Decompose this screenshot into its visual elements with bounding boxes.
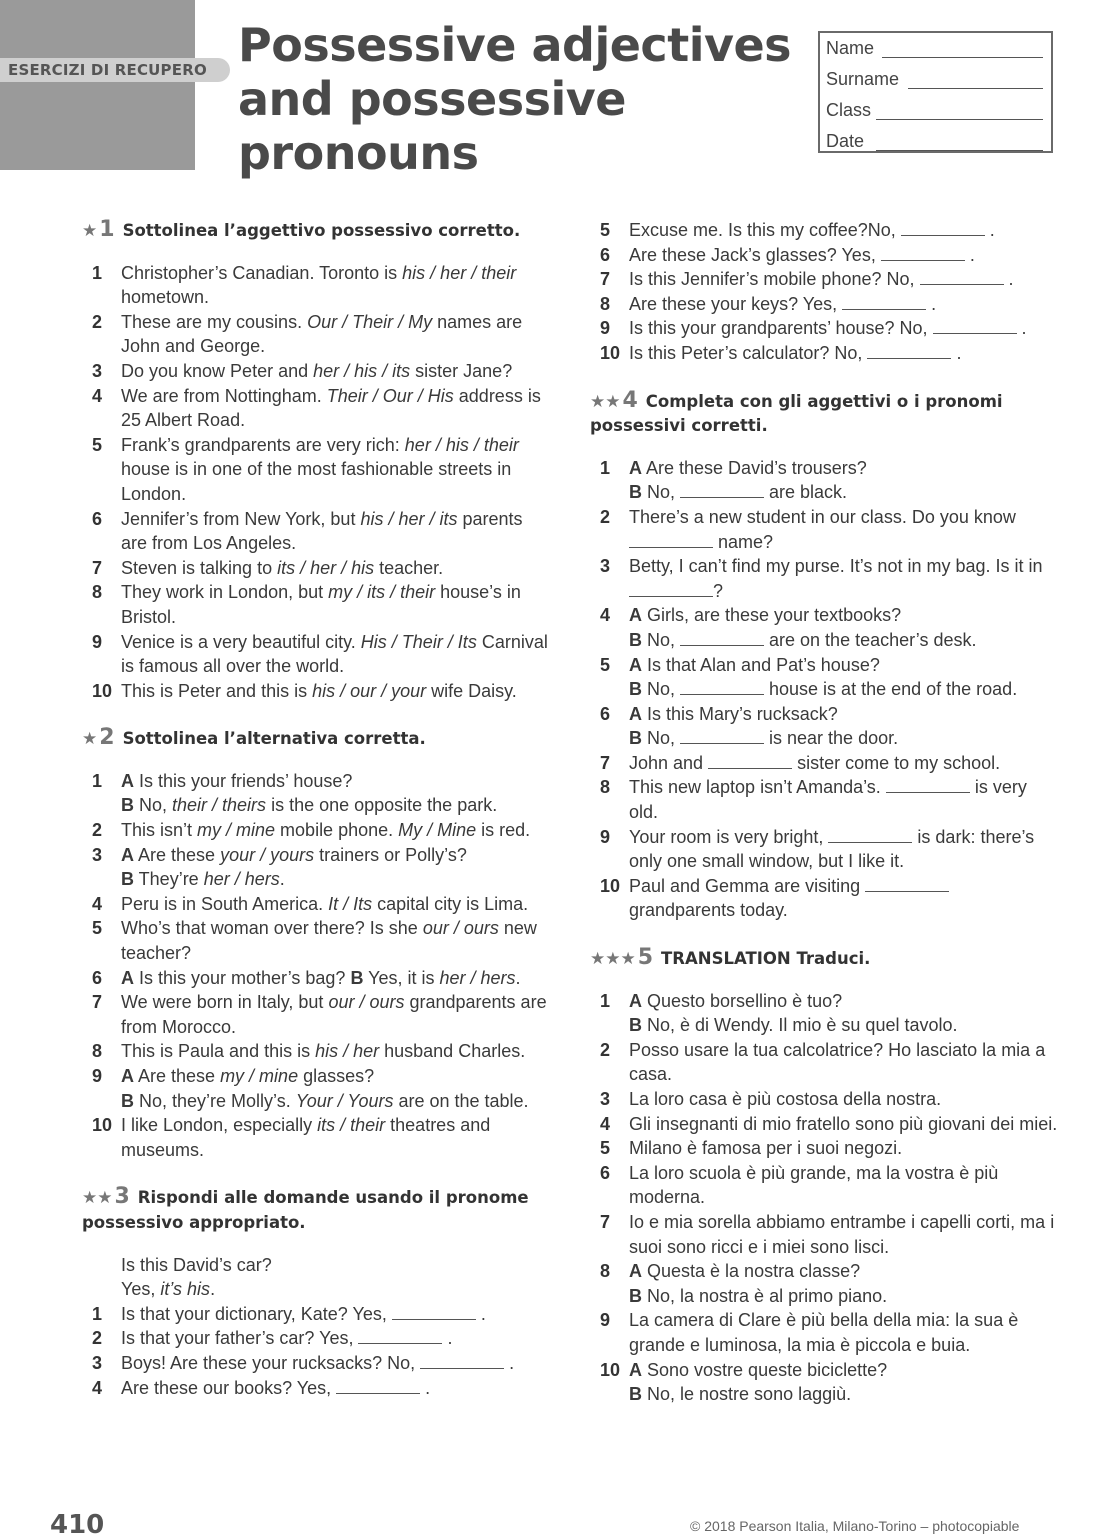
exercise-item bbox=[590, 603, 1060, 652]
exercise-1-heading bbox=[82, 218, 552, 244]
exercise-item bbox=[590, 316, 1060, 341]
exercise-item bbox=[82, 892, 552, 917]
exercise-number: 2 bbox=[99, 725, 115, 751]
answer-blank[interactable] bbox=[920, 270, 1004, 285]
item-number: 4 bbox=[92, 893, 103, 914]
item-number: 2 bbox=[600, 1039, 611, 1060]
exercise-item bbox=[82, 679, 552, 704]
exercise-item bbox=[590, 825, 1060, 874]
item-number: 2 bbox=[600, 506, 611, 527]
item-number: 3 bbox=[600, 556, 611, 577]
answer-blank[interactable] bbox=[865, 877, 949, 892]
exercise-3-list-a bbox=[82, 1302, 552, 1400]
exercise-number: 5 bbox=[637, 945, 654, 971]
exercise-4-heading bbox=[590, 389, 1060, 439]
item-text: La loro casa è più costosa della nostra. bbox=[629, 1089, 942, 1109]
answer-blank[interactable] bbox=[881, 246, 965, 261]
item-number: 9 bbox=[92, 631, 103, 652]
exercise-item bbox=[590, 751, 1060, 776]
exercise-number: 4 bbox=[622, 387, 638, 413]
item-number: 7 bbox=[92, 992, 103, 1013]
exercise-item bbox=[82, 556, 552, 581]
item-text: Are these our books? Yes, . bbox=[121, 1377, 431, 1398]
exercise-1-list bbox=[82, 261, 552, 704]
item-number: 10 bbox=[600, 342, 621, 363]
exercise-instruction: Sottolinea l’alternativa corretta. bbox=[122, 729, 426, 749]
item-text: Is this Jennifer’s mobile phone? No, . bbox=[629, 269, 1014, 290]
exercise-instruction: Sottolinea l’aggettivo possessivo corretto. bbox=[122, 221, 521, 240]
answer-blank[interactable] bbox=[680, 680, 764, 695]
item-text: A Is this your friends’ house? B No, their / theirs is the one opposite the park. bbox=[121, 770, 498, 816]
exercise-item bbox=[590, 341, 1060, 366]
exercise-item bbox=[590, 505, 1060, 554]
exercise-item bbox=[82, 1064, 552, 1113]
item-number: 5 bbox=[92, 434, 103, 455]
exercise-item bbox=[82, 769, 552, 818]
item-text: La camera di Clare è più bella della mia: la sua è grande e luminosa, la mia è piccola e buia. bbox=[629, 1310, 1019, 1355]
item-number: 5 bbox=[600, 654, 611, 675]
item-number: 7 bbox=[600, 1211, 611, 1232]
item-text: John and sister come to my school. bbox=[629, 752, 1001, 773]
item-text: Io e mia sorella abbiamo entrambe i capelli corti, ma i suoi sono ricci e i miei sono lisci. bbox=[629, 1211, 1055, 1257]
item-text: There’s a new student in our class. Do you know name? bbox=[629, 506, 1016, 552]
item-number: 10 bbox=[600, 875, 621, 896]
item-text: We were born in Italy, but our / ours grandparents are from Morocco. bbox=[121, 992, 547, 1037]
difficulty-stars: ★ bbox=[82, 729, 98, 750]
left-column bbox=[82, 218, 552, 1400]
answer-blank[interactable] bbox=[392, 1305, 476, 1320]
exercise-item bbox=[82, 630, 552, 679]
answer-blank[interactable] bbox=[680, 483, 764, 498]
title-line: pronouns bbox=[238, 126, 479, 180]
answer-blank[interactable] bbox=[629, 533, 713, 548]
exercise-item bbox=[82, 1351, 552, 1376]
item-text: Milano è famosa per i suoi negozi. bbox=[629, 1138, 903, 1159]
item-number: 1 bbox=[600, 990, 611, 1011]
item-text: Is this Peter’s calculator? No, . bbox=[629, 342, 962, 363]
answer-blank[interactable] bbox=[842, 295, 926, 310]
item-number: 10 bbox=[92, 680, 113, 701]
item-text: A Is this your mother’s bag? B Yes, it is her / hers. bbox=[121, 967, 521, 988]
item-number: 3 bbox=[600, 1089, 611, 1109]
item-number: 8 bbox=[600, 293, 611, 314]
answer-blank[interactable] bbox=[901, 221, 985, 236]
item-text: This new laptop isn’t Amanda’s. is very old. bbox=[629, 777, 1027, 823]
item-text: Peru is in South America. It / Its capital city is Lima. bbox=[121, 893, 529, 914]
item-text: Excuse me. Is this my coffee?No, . bbox=[629, 220, 995, 240]
exercise-item bbox=[82, 1039, 552, 1064]
answer-blank[interactable] bbox=[886, 778, 970, 793]
item-text: I like London, especially its / their theatres and museums. bbox=[121, 1115, 491, 1160]
exercise-item bbox=[82, 261, 552, 310]
item-number: 7 bbox=[92, 557, 103, 578]
item-number: 6 bbox=[600, 244, 611, 265]
answer-blank[interactable] bbox=[358, 1329, 442, 1344]
item-number: 8 bbox=[92, 1041, 103, 1062]
answer-blank[interactable] bbox=[336, 1379, 420, 1394]
exercise-item bbox=[590, 1136, 1060, 1161]
exercise-item bbox=[82, 990, 552, 1039]
answer-blank[interactable] bbox=[420, 1354, 504, 1369]
item-text: Betty, I can’t find my purse. It’s not in my bag. Is it in ? bbox=[629, 556, 1043, 601]
exercise-5-list bbox=[590, 989, 1060, 1407]
item-number: 1 bbox=[92, 770, 103, 791]
copyright-notice: © 2018 Pearson Italia, Milano-Torino – photocopiable bbox=[690, 1518, 1020, 1534]
exercise-item bbox=[590, 292, 1060, 317]
exercise-item bbox=[82, 916, 552, 965]
difficulty-stars: ★ bbox=[82, 221, 98, 241]
item-text: Frank’s grandparents are very rich: her / his / their house is in one of the most fashionable streets in London. bbox=[121, 434, 519, 504]
item-text: Gli insegnanti di mio fratello sono più giovani dei miei. bbox=[629, 1113, 1058, 1134]
item-text: Boys! Are these your rucksacks? No, . bbox=[121, 1352, 515, 1373]
exercise-item bbox=[590, 243, 1060, 268]
surname-field[interactable]: Surname bbox=[820, 64, 1051, 95]
exercise-item bbox=[590, 267, 1060, 292]
exercise-2-heading bbox=[82, 726, 552, 752]
exercise-item bbox=[82, 580, 552, 629]
item-text: This is Paula and this is his / her husband Charles. bbox=[121, 1041, 526, 1062]
exercise-5-heading bbox=[590, 946, 1060, 972]
item-number: 2 bbox=[92, 311, 103, 332]
item-text: These are my cousins. Our / Their / My names are John and George. bbox=[121, 311, 523, 357]
exercise-instruction: Rispondi alle domande usando il pronome possessivo appropriato. bbox=[82, 1188, 529, 1232]
exercise-item bbox=[82, 1326, 552, 1351]
item-text: This is Peter and this is his / our / your wife Daisy. bbox=[121, 680, 517, 701]
exercise-item bbox=[590, 1358, 1060, 1407]
item-number: 5 bbox=[600, 1138, 611, 1159]
page-number: 410 bbox=[50, 1510, 105, 1540]
exercise-item bbox=[590, 1038, 1060, 1087]
answer-blank[interactable] bbox=[933, 319, 1017, 334]
item-number: 6 bbox=[600, 703, 611, 724]
exercise-item bbox=[82, 384, 552, 433]
item-number: 4 bbox=[92, 1377, 103, 1398]
item-number: 2 bbox=[92, 1328, 103, 1349]
item-text: Venice is a very beautiful city. His / Their / Its Carnival is famous all over the world. bbox=[121, 631, 548, 677]
exercise-item bbox=[590, 456, 1060, 505]
item-number: 6 bbox=[600, 1162, 611, 1183]
difficulty-stars: ★★ bbox=[590, 391, 621, 412]
exercise-item bbox=[82, 966, 552, 991]
exercise-item bbox=[590, 1210, 1060, 1259]
exercise-item bbox=[82, 843, 552, 892]
exercise-item bbox=[590, 554, 1060, 603]
exercise-item bbox=[590, 653, 1060, 702]
exercise-3-heading bbox=[82, 1185, 552, 1235]
exercise-item bbox=[82, 1376, 552, 1401]
item-number: 4 bbox=[600, 605, 611, 626]
exercise-item bbox=[590, 1112, 1060, 1137]
exercise-item bbox=[590, 1087, 1060, 1112]
answer-blank[interactable] bbox=[629, 582, 713, 597]
item-text: Posso usare la tua calcolatrice? Ho lasciato la mia a casa. bbox=[629, 1039, 1046, 1085]
header-corner-block bbox=[0, 0, 195, 170]
exercise-3-example-answer: Yes, it’s his. bbox=[121, 1279, 216, 1300]
item-text: A Questo borsellino è tuo? B No, è di Wendy. Il mio è su quel tavolo. bbox=[629, 990, 958, 1036]
item-number: 5 bbox=[92, 918, 103, 939]
item-text: A Are these my / mine glasses? B No, they’re Molly’s. Your / Yours are on the table. bbox=[121, 1066, 529, 1111]
item-number: 5 bbox=[600, 220, 611, 240]
exercise-item bbox=[590, 775, 1060, 824]
section-tag: ESERCIZI DI RECUPERO bbox=[0, 58, 230, 82]
item-number: 6 bbox=[92, 508, 103, 529]
answer-blank[interactable] bbox=[680, 729, 764, 744]
exercise-2-list bbox=[82, 769, 552, 1163]
exercise-item bbox=[82, 818, 552, 843]
item-text: They work in London, but my / its / their house’s in Bristol. bbox=[121, 582, 521, 627]
item-text: Christopher’s Canadian. Toronto is his / her / their hometown. bbox=[121, 262, 517, 308]
item-text: This isn’t my / mine mobile phone. My / Mine is red. bbox=[121, 820, 531, 841]
item-number: 2 bbox=[92, 820, 103, 841]
answer-blank[interactable] bbox=[708, 754, 792, 769]
exercise-item bbox=[82, 433, 552, 507]
item-number: 1 bbox=[600, 457, 611, 478]
difficulty-stars: ★★ bbox=[82, 1188, 113, 1209]
item-text: La loro scuola è più grande, ma la vostra è più moderna. bbox=[629, 1162, 999, 1208]
exercise-3-example-question: Is this David’s car? bbox=[121, 1254, 272, 1275]
item-number: 10 bbox=[92, 1115, 113, 1136]
item-text: A Sono vostre queste biciclette? B No, le nostre sono laggiù. bbox=[629, 1359, 888, 1405]
answer-blank[interactable] bbox=[680, 631, 764, 646]
student-info-box bbox=[818, 31, 1053, 153]
item-number: 1 bbox=[92, 262, 103, 283]
exercise-item bbox=[590, 989, 1060, 1038]
item-text: Paul and Gemma are visiting grandparents today. bbox=[629, 876, 949, 921]
exercise-item bbox=[82, 310, 552, 359]
exercise-3-list-b bbox=[590, 218, 1060, 366]
item-number: 6 bbox=[92, 967, 103, 988]
item-number: 9 bbox=[600, 318, 611, 339]
name-field[interactable]: Name bbox=[820, 33, 1051, 64]
item-number: 8 bbox=[92, 582, 103, 603]
item-text: A Are these your / yours trainers or Polly’s? B They’re her / hers. bbox=[121, 844, 467, 890]
title-line: Possessive adjectives bbox=[238, 18, 792, 72]
difficulty-stars: ★★★ bbox=[590, 949, 636, 970]
exercise-item bbox=[590, 218, 1060, 243]
item-text: Steven is talking to its / her / his teacher. bbox=[121, 557, 444, 578]
exercise-number: 1 bbox=[99, 217, 115, 242]
item-number: 3 bbox=[92, 360, 103, 381]
item-number: 4 bbox=[92, 385, 103, 406]
exercise-item bbox=[82, 1113, 552, 1162]
exercise-item bbox=[590, 1308, 1060, 1357]
item-number: 10 bbox=[600, 1359, 621, 1380]
exercise-item bbox=[590, 702, 1060, 751]
exercise-4-list bbox=[590, 456, 1060, 923]
exercise-item bbox=[590, 1259, 1060, 1308]
item-text: A Questa è la nostra classe? B No, la nostra è al primo piano. bbox=[629, 1261, 888, 1306]
exercise-item bbox=[590, 1161, 1060, 1210]
item-number: 8 bbox=[600, 777, 611, 798]
item-number: 7 bbox=[600, 752, 611, 773]
item-number: 9 bbox=[600, 1310, 611, 1331]
item-text: Jennifer’s from New York, but his / her / its parents are from Los Angeles. bbox=[121, 508, 523, 554]
item-text: A Girls, are these your textbooks? B No, are on the teacher’s desk. bbox=[629, 605, 977, 650]
exercise-instruction: Completa con gli aggettivi o i pronomi possessivi corretti. bbox=[590, 391, 1003, 436]
answer-blank[interactable] bbox=[828, 828, 912, 843]
item-text: We are from Nottingham. Their / Our / His address is 25 Albert Road. bbox=[121, 385, 541, 431]
item-text: Is that your father’s car? Yes, . bbox=[121, 1328, 453, 1349]
item-number: 9 bbox=[92, 1066, 103, 1086]
item-text: A Are these David’s trousers? B No, are black. bbox=[629, 457, 867, 503]
exercise-instruction: TRANSLATION Traduci. bbox=[661, 949, 871, 969]
item-number: 8 bbox=[600, 1261, 611, 1282]
exercise-item bbox=[590, 874, 1060, 923]
item-number: 3 bbox=[92, 1352, 103, 1373]
item-text: Is this your grandparents’ house? No, . bbox=[629, 318, 1027, 339]
class-field[interactable]: Class bbox=[820, 95, 1051, 126]
item-text: A Is that Alan and Pat’s house? B No, house is at the end of the road. bbox=[629, 654, 1018, 700]
item-number: 3 bbox=[92, 844, 103, 865]
exercise-item bbox=[82, 507, 552, 556]
exercise-number: 3 bbox=[114, 1184, 130, 1210]
exercise-item bbox=[82, 359, 552, 384]
item-text: Is that your dictionary, Kate? Yes, . bbox=[121, 1303, 486, 1324]
item-number: 7 bbox=[600, 269, 611, 290]
answer-blank[interactable] bbox=[867, 344, 951, 359]
title-line: and possessive bbox=[238, 72, 626, 126]
item-text: Who’s that woman over there? Is she our / ours new teacher? bbox=[121, 918, 537, 964]
page-title bbox=[238, 18, 798, 180]
item-text: Are these your keys? Yes, . bbox=[629, 293, 937, 314]
exercise-item bbox=[82, 1302, 552, 1327]
item-text: Do you know Peter and her / his / its sister Jane? bbox=[121, 360, 513, 381]
date-field[interactable]: Date bbox=[820, 126, 1051, 157]
item-text: A Is this Mary’s rucksack? B No, is near the door. bbox=[629, 703, 899, 749]
item-number: 4 bbox=[600, 1113, 611, 1134]
item-number: 1 bbox=[92, 1303, 103, 1324]
item-text: Your room is very bright, is dark: there’s only one small window, but I like it. bbox=[629, 826, 1035, 872]
item-number: 9 bbox=[600, 826, 611, 847]
item-text: Are these Jack’s glasses? Yes, . bbox=[629, 244, 975, 265]
right-column bbox=[590, 218, 1060, 1407]
